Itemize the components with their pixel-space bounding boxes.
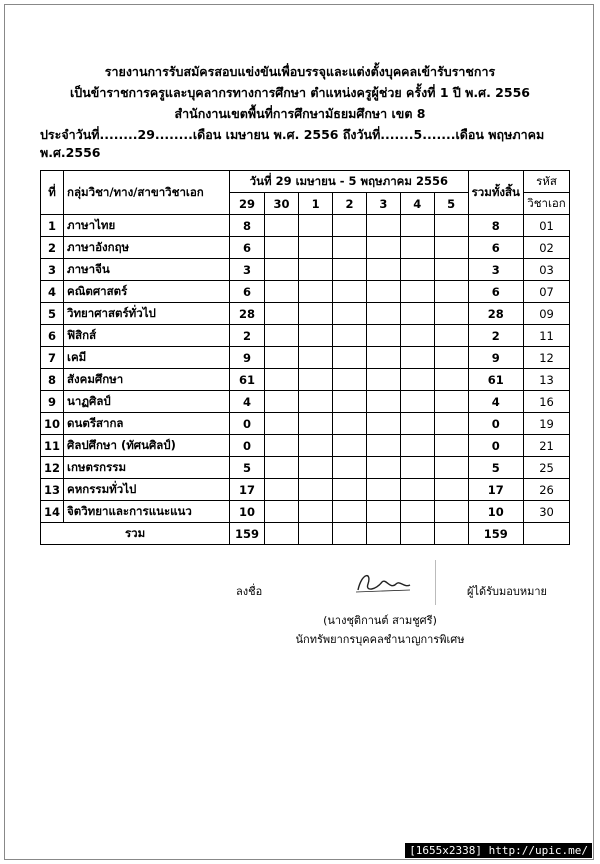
row-code: 03 (524, 259, 570, 281)
row-total: 6 (468, 281, 524, 303)
row-code: 02 (524, 237, 570, 259)
signer-name: (นางชุติกานต์ สามชูศรี) (323, 614, 437, 627)
col-dates-header: วันที่ 29 เมษายน - 5 พฤษภาคม 2556 (230, 171, 468, 193)
row-day-29: 10 (230, 501, 265, 523)
row-subject: ฟิสิกส์ (64, 325, 230, 347)
row-no: 7 (41, 347, 64, 369)
table-row (41, 369, 570, 391)
row-subject: เกษตรกรรม (64, 457, 230, 479)
row-no: 11 (41, 435, 64, 457)
row-code: 19 (524, 413, 570, 435)
signer-position: นักทรัพยากรบุคคลชำนาญการพิเศษ (295, 633, 465, 646)
row-no: 2 (41, 237, 64, 259)
row-total: 9 (468, 347, 524, 369)
applicant-table (40, 170, 570, 545)
row-total: 17 (468, 479, 524, 501)
row-day-29: 8 (230, 215, 265, 237)
row-day-29: 0 (230, 435, 265, 457)
day-header: 1 (299, 193, 333, 215)
row-total: 2 (468, 325, 524, 347)
row-subject: ภาษาอังกฤษ (64, 237, 230, 259)
row-day-29: 2 (230, 325, 265, 347)
row-total: 10 (468, 501, 524, 523)
date-range: ประจำวันที่........29........เดือน เมษายน พ.ศ. 2556 ถึงวันที่.......5.......เดือน พฤษภาคม พ.ศ.2556 (40, 127, 545, 160)
day-header: 5 (434, 193, 468, 215)
office-name: สำนักงานเขตพื้นที่การศึกษามัธยมศึกษา เขต 8 (174, 106, 426, 121)
row-code: 21 (524, 435, 570, 457)
row-no: 8 (41, 369, 64, 391)
col-subject-header: กลุ่มวิชา/ทาง/สาขาวิชาเอก (64, 171, 230, 215)
day-header: 30 (264, 193, 298, 215)
day-header: 2 (333, 193, 367, 215)
row-code: 26 (524, 479, 570, 501)
row-day-29: 6 (230, 281, 265, 303)
divider (435, 560, 436, 605)
report-title: รายงานการรับสมัครสอบแข่งขันเพื่อบรรจุและแต่งตั้งบุคคลเข้ารับราชการ (104, 64, 496, 79)
col-no-header: ที่ (41, 171, 64, 215)
row-no: 10 (41, 413, 64, 435)
row-day-29: 9 (230, 347, 265, 369)
row-no: 4 (41, 281, 64, 303)
row-day-29: 28 (230, 303, 265, 325)
table-row (41, 391, 570, 413)
row-subject: ภาษาไทย (64, 215, 230, 237)
report-subtitle: เป็นข้าราชการครูและบุคลากรทางการศึกษา ตำแหน่งครูผู้ช่วย ครั้งที่ 1 ปี พ.ศ. 2556 (70, 85, 530, 100)
table-row (41, 413, 570, 435)
row-code: 30 (524, 501, 570, 523)
row-code: 11 (524, 325, 570, 347)
row-code: 16 (524, 391, 570, 413)
day-header: 29 (230, 193, 265, 215)
table-row (41, 479, 570, 501)
table-row (41, 281, 570, 303)
table-row (41, 501, 570, 523)
row-subject: นาฏศิลป์ (64, 391, 230, 413)
row-code: 25 (524, 457, 570, 479)
sum-total: 159 (468, 523, 524, 545)
row-subject: สังคมศึกษา (64, 369, 230, 391)
table-row (41, 303, 570, 325)
sum-day-29: 159 (230, 523, 265, 545)
row-no: 9 (41, 391, 64, 413)
sign-label: ลงชื่อ (236, 585, 263, 598)
row-total: 61 (468, 369, 524, 391)
row-subject: คณิตศาสตร์ (64, 281, 230, 303)
row-total: 5 (468, 457, 524, 479)
day-header: 4 (400, 193, 434, 215)
table-row (41, 435, 570, 457)
row-subject: ภาษาจีน (64, 259, 230, 281)
table-row (41, 325, 570, 347)
row-code: 07 (524, 281, 570, 303)
row-day-29: 5 (230, 457, 265, 479)
table-row (41, 237, 570, 259)
row-subject: จิตวิทยาและการแนะแนว (64, 501, 230, 523)
row-subject: คหกรรมทั่วไป (64, 479, 230, 501)
row-no: 12 (41, 457, 64, 479)
sum-row (41, 523, 570, 545)
row-total: 0 (468, 413, 524, 435)
row-subject: เคมี (64, 347, 230, 369)
row-day-29: 3 (230, 259, 265, 281)
day-header: 3 (366, 193, 400, 215)
row-day-29: 0 (230, 413, 265, 435)
row-no: 14 (41, 501, 64, 523)
row-subject: ดนตรีสากล (64, 413, 230, 435)
col-code-header-2: วิชาเอก (524, 193, 570, 215)
row-subject: ศิลปศึกษา (ทัศนศิลป์) (64, 435, 230, 457)
row-total: 28 (468, 303, 524, 325)
row-no: 6 (41, 325, 64, 347)
row-code: 01 (524, 215, 570, 237)
row-no: 1 (41, 215, 64, 237)
table-row (41, 259, 570, 281)
table-row (41, 215, 570, 237)
row-subject: วิทยาศาสตร์ทั่วไป (64, 303, 230, 325)
row-total: 8 (468, 215, 524, 237)
row-total: 3 (468, 259, 524, 281)
row-no: 3 (41, 259, 64, 281)
table-row (41, 347, 570, 369)
table-header-row (41, 171, 570, 193)
signature-image (350, 568, 420, 598)
row-day-29: 61 (230, 369, 265, 391)
col-total-header: รวมทั้งสิ้น (468, 171, 524, 215)
table-row (41, 457, 570, 479)
row-code: 13 (524, 369, 570, 391)
row-code: 09 (524, 303, 570, 325)
row-total: 0 (468, 435, 524, 457)
row-no: 5 (41, 303, 64, 325)
row-no: 13 (41, 479, 64, 501)
row-total: 6 (468, 237, 524, 259)
row-code: 12 (524, 347, 570, 369)
sum-label: รวม (41, 523, 230, 545)
row-day-29: 4 (230, 391, 265, 413)
col-code-header-1: รหัส (524, 171, 570, 193)
row-day-29: 6 (230, 237, 265, 259)
row-day-29: 17 (230, 479, 265, 501)
row-total: 4 (468, 391, 524, 413)
watermark[interactable]: [1655x2338] http://upic.me/ (405, 843, 592, 858)
authorized-label: ผู้ได้รับมอบหมาย (467, 585, 547, 598)
